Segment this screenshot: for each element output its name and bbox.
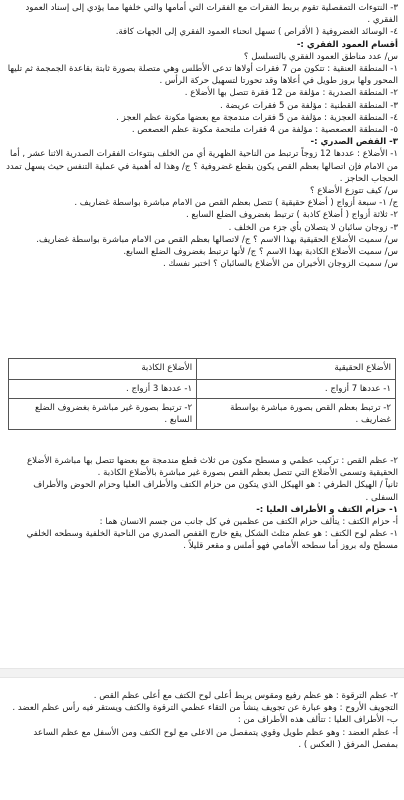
notes-section-top [0,2,404,270]
table-cell: ١- عددها 7 أزواج . [197,380,396,399]
text-line: ٣- زوجان سائبان لا يتصلان بأي جزء من الخلف . [228,222,398,233]
table-row [9,399,396,430]
text-line: ١- الأضلاع : عددها 12 زوجاً ترتبط من الناحية الظهرية أي من الخلف بنتوءات الفقرات الصدرية الاثنا عشر , أما من الامام فإن اتصالها بعظم القص يكون بقطع غضروفية ؟ ج/ وهذا له أهمية في عملية التنفس حيث يسهل تمدد الحجاب الحاجز . [6,149,398,184]
ribs-comparison-table [8,358,396,430]
notes-section-middle [0,455,404,553]
text-line: ٢- المنطقة الصدرية : مؤلفة من 12 فقرة تتصل بها الأضلاع . [184,88,398,99]
text-line: التجويف الأروح : وهو عبارة عن تجويف ينشأ من التقاء عظمي الترقوة والكتف ويستقر فيه رأس عظم العضد . [12,703,398,714]
text-line: س/ كيف تتوزع الأضلاع ؟ [310,186,398,197]
text-line: ١- عظم لوح الكتف : هو عظم مثلث الشكل يقع خارج القفص الصدري من الناحية الخلفية وسطحه الخلفي مسطح وله بروز أما سطحه الأمامي فهو أملس و مقعر قليلاً . [26,529,398,552]
text-line: س/ سميت الأضلاع الحقيقية بهذا الاسم ؟ ج/ لاتصالها بعظم القص من الامام مباشرة بواسطة غضاريف. [36,234,398,245]
text-line: س/ عدد مناطق العمود الفقري بالتسلسل ؟ [243,51,398,62]
text-line: ٣- المنطقة القطنية : مؤلفة من 5 فقرات عريضة . [220,100,398,111]
header-false-ribs: الأضلاع الكاذبة [9,359,197,380]
table-cell: ٢- ترتبط بعظم القص بصورة مباشرة بواسطة غضاريف . [197,399,396,430]
text-line: ١- حزام الكتف و الأطراف العليا :- [256,504,398,515]
table-row [9,380,396,399]
text-line: ج/ ١- سبعة أزواج ( أضلاع حقيقية ) تتصل بعظم القص من الامام مباشرة بواسطة غضاريف . [74,198,398,209]
table-header-row [9,359,396,380]
table-cell: ١- عددها 3 أزواج . [9,380,197,399]
notes-section-bottom [0,690,404,751]
text-line: ب- الأطراف العليا : تتألف هذه الأطراف من : [237,715,398,726]
text-line: ٤- الوسائد الغضروفية ( الأقراص ) تسهل انحناء العمود الفقري إلى الجهات كافة. [115,27,398,38]
text-line: ٢- عظم القص : تركيب عظمي و مسطح مكون من ثلاث قطع مندمجة مع بعضها تتصل بها مباشرة الأضلاع الحقيقية وتسمى الأضلاع التي تتصل بعظم القص بصورة غير مباشرة بالأضلاع الكاذبة . [27,456,398,479]
table-cell: ٢- ترتبط بصورة غير مباشرة بغضروف الضلع السابع . [9,399,197,430]
text-line: س/ سميت الأضلاع الكاذبة بهذا الاسم ؟ ج/ لأنها ترتبط بغضروف الضلع السابع. [123,247,398,258]
text-line: ٢- عظم الترقوة : هو عظم رفيع ومقوس يربط أعلى لوح الكتف مع أعلى عظم القص . [93,691,398,701]
text-line: ٤- المنطقة العجزية : مؤلفة من 5 فقرات مندمجة مع بعضها مكونة عظم العجز . [116,112,398,123]
page-separator [0,668,404,678]
text-line: ٢- ثلاثة أزواج ( أضلاع كاذبة ) ترتبط بغضروف الضلع السابع . [185,210,398,221]
text-line: ١- المنطقة العنقية : تتكون من 7 فقرات أولاها تدعى الأطلس وهي متصلة بصورة ثابتة بقاعدة الجمجمة ثم تليها المحور ولها بروز طويل في أعلاها وقد تحورتا لتسهيل حركة الرأس . [7,64,398,87]
text-line: أ- حزام الكتف : يتألف حزام الكتف من عظمين في كل جانب من جسم الانسان هما : [99,517,398,528]
text-line: ٣- القفص الصدري :- [310,137,398,148]
text-line: ٥- المنطقة العصعصية : مؤلفة من 4 فقرات ملتحمة مكونة عظم العصعص . [131,125,398,136]
text-line: ثانياً / الهيكل الطرفي : هو الهيكل الذي يتكون من حزام الكتف والأطراف العليا وحزام الحوض والأطراف السفلى . [33,480,398,503]
text-line: ٣- النتوءات التمفصلية تقوم بربط الفقرات مع الفقرات التي أمامها والتي خلفها مما يؤدي إلى إسناد العمود الفقري . [25,3,398,26]
text-line: س/ سميت الزوجان الأخيران من الأضلاع بالسائبان ؟ اختبر نفسك . [162,259,398,270]
header-true-ribs: الأضلاع الحقيقية [197,359,396,380]
text-line: أقسام العمود الفقري :- [296,39,398,50]
text-line: أ- عظم العضد : وهو عظم طويل وقوي يتمفصل من الاعلى مع لوح الكتف ومن الأسفل مع عظم الساعد بمفصل المرفق ( العكس ) . [33,727,398,750]
